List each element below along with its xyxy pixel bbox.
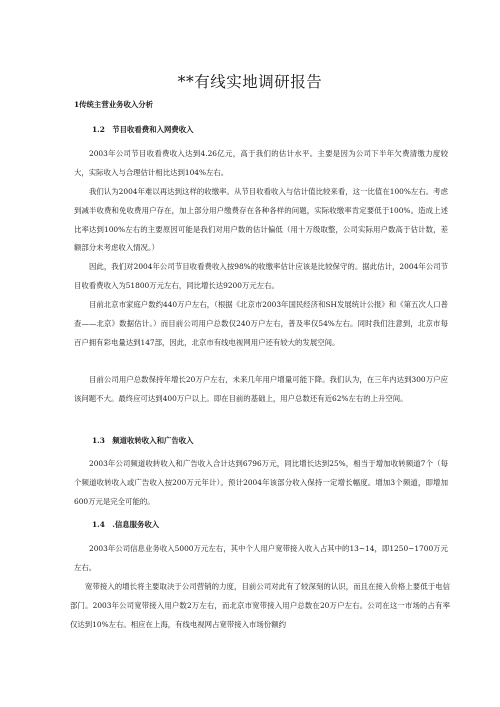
document-title: **有线实地调研报告 (177, 73, 323, 91)
section-1-4-heading: 1.4 .信息服务收入 (92, 520, 160, 529)
paragraph: 2003年公司频道收转收入和广告收入合计达到6796万元，同比增长达到25%，相当于增加收转频道7个（每个频道收转收入或广告收入按200万元年计）。预计2004年该部分收入保持一定增长幅度。增加3个频道，即增加600万元是完全可能的。 (74, 459, 448, 506)
section-1-heading: 1传统主营业务收入分析 (74, 100, 154, 109)
paragraph: 因此，我们对2004年公司节目收看费收入按98%的收缴率估计应该是比较保守的。据此估计，2004年公司节目收看费收入为51800万元左右，同比增长达9200万元左右。 (74, 262, 448, 290)
paragraph: 目前北京市家庭户数约440万户左右，（根据《北京市2003年国民经济和SH发展统计公报》和《第五次人口普查——北京》数据估计。）而目前公司用户总数仅240万户左右，普及率仅54%左右。同时我们注意到，北京市每百户拥有彩电量达到147部，因此，北京市有线电视网用户还有较大的发展空间。 (74, 300, 448, 347)
paragraph: 我们认为2004年难以再达到这样的收缴率。从节目收看收入与估计值比较来看，这一比值在100%左右。考虑到减半收费和免收费用户存在，加上部分用户缴费存在各种各样的问题，实际收缴率肯定要低于100%。造成上述比率达到100%左右的主要原因可能是我们对用户数的估计偏低（用十万级取整，公司实际用户数高于估计数，差额部分未考虑收入情况。） (74, 187, 448, 253)
paragraph: 宽带接入的增长将主要取决于公司营销的力度，目前公司对此有了较深刻的认识，而且在接入价格上要低于电信部门。2003年公司宽带接入用户数2万左右，而北京市宽带接入用户总数在20万户左右。公司在这一市场的占有率仅达到10%左右。相应在上海，有线电视网占宽带接入市场份额约 (70, 582, 450, 629)
paragraph: 目前公司用户总数保持年增长20万户左右，未来几年用户增量可能下降。我们认为，在三年内达到300万户应该问题不大。最终应可达到400万户以上。即在目前的基础上，用户总数还有近62%左右的上升空间。 (74, 375, 448, 403)
section-1-3-heading: 1.3 频道收转收入和广告收入 (92, 436, 194, 445)
paragraph: 2003年公司节目收看费收入达到4.26亿元，高于我们的估计水平。主要是因为公司下半年欠费清缴力度较大，实际收入与合理估计相比达到104%左右。 (74, 149, 448, 177)
section-1-2-heading: 1.2 节目收看费和入网费收入 (92, 125, 194, 134)
paragraph: 2003年公司信息业务收入5000万元左右，其中个人用户宽带接入收入占其中的13~14，即1250~1700万元左右。 (74, 544, 448, 572)
